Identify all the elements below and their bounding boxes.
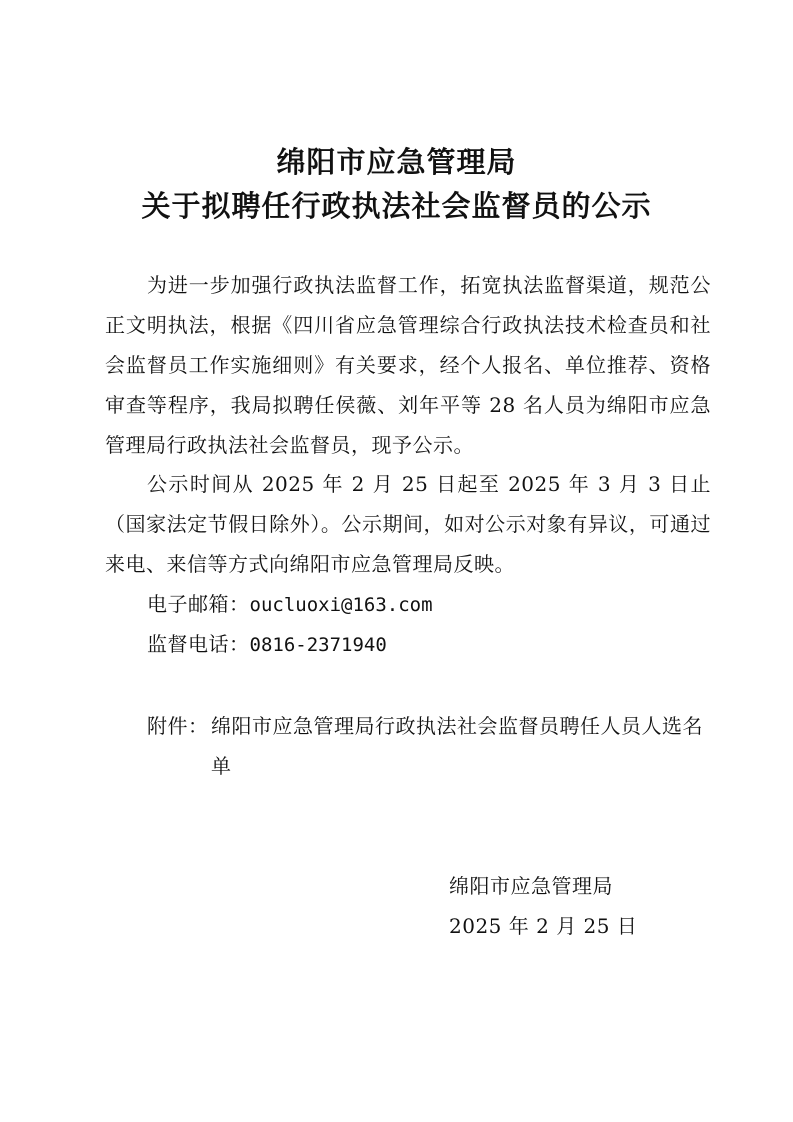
document-title-line2: 关于拟聘任行政执法社会监督员的公示 bbox=[141, 189, 652, 223]
phone-value: 0816-2371940 bbox=[249, 634, 387, 656]
attachment-text: 绵阳市应急管理局行政执法社会监督员聘任人员人选名单 bbox=[211, 714, 703, 778]
attachment-label: 附件： bbox=[147, 714, 209, 738]
phone-line bbox=[147, 624, 387, 665]
email-value: oucluoxi@163.com bbox=[249, 594, 433, 616]
announcement-paragraph: 为进一步加强行政执法监督工作，拓宽执法监督渠道，规范公正文明执法，根据《四川省应急管理综合行政执法技术检查员和社会监督员工作实施细则》有关要求，经个人报名、单位推荐、资格审查等程序，我局拟聘任侯薇、刘年平等 28 名人员为绵阳市应急管理局行政执法社会监督员，现予公示。 bbox=[105, 273, 711, 457]
publicity-period-paragraph: 公示时间从 2025 年 2 月 25 日起至 2025 年 3 月 3 日止（国家法定节假日除外）。公示期间，如对公示对象有异议，可通过来电、来信等方式向绵阳市应急管理局反映。 bbox=[105, 472, 711, 576]
email-label: 电子邮箱： bbox=[147, 592, 250, 616]
signature-organization: 绵阳市应急管理局 bbox=[449, 874, 613, 898]
phone-label: 监督电话： bbox=[147, 632, 250, 656]
email-line bbox=[147, 584, 433, 625]
signature-date: 2025 年 2 月 25 日 bbox=[449, 914, 638, 938]
document-title-line1: 绵阳市应急管理局 bbox=[276, 145, 517, 179]
